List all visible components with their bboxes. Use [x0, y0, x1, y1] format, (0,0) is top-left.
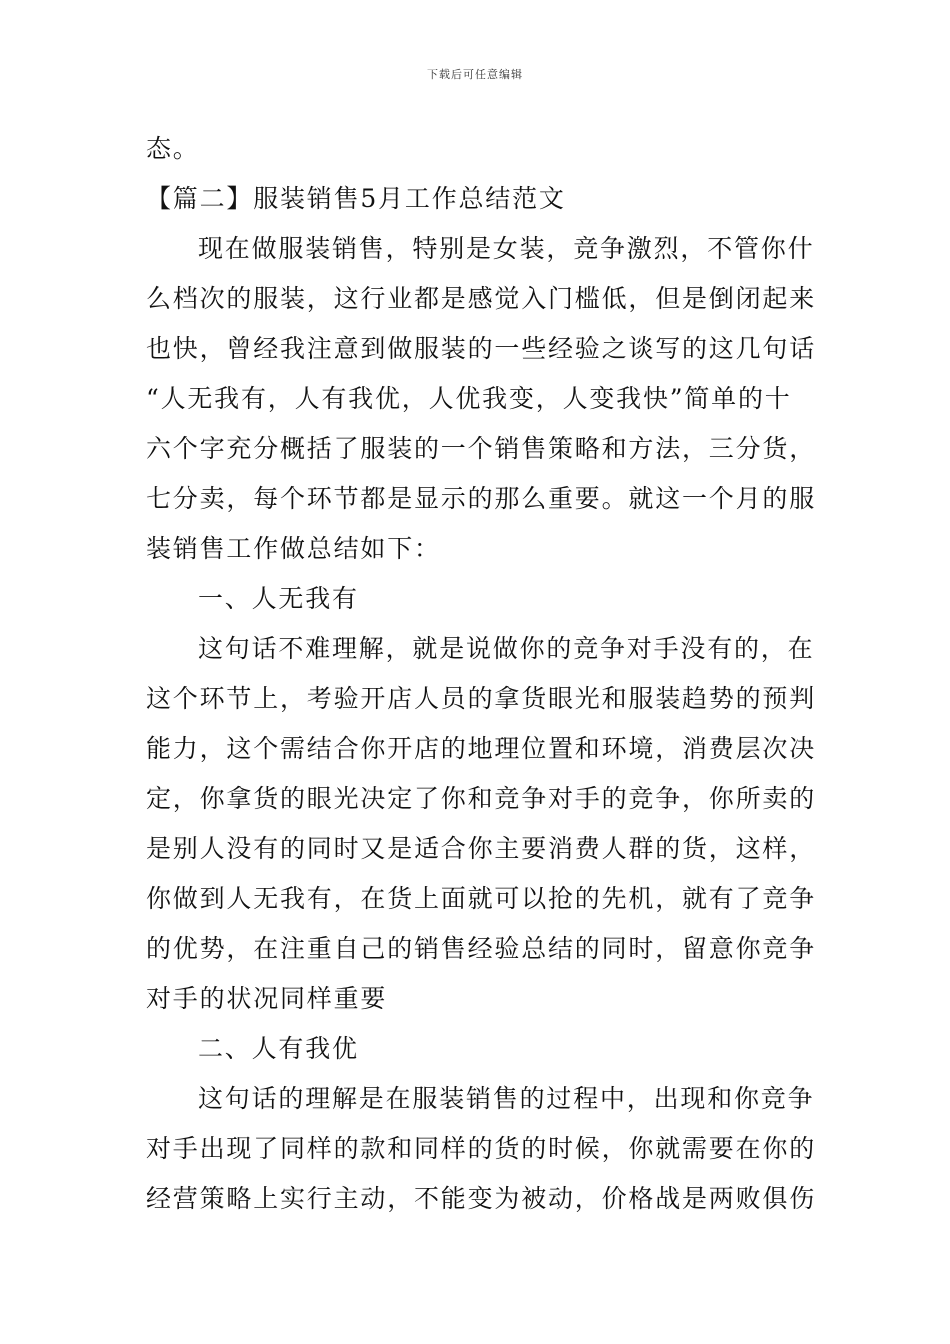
text-line: 这个环节上，考验开店人员的拿货眼光和服装趋势的预判: [146, 684, 817, 713]
text-line: 定，你拿货的眼光决定了你和竞争对手的竞争，你所卖的: [146, 784, 817, 813]
text-line: 七分卖，每个环节都是显示的那么重要。就这一个月的服: [146, 484, 817, 513]
document-body: [146, 124, 817, 1224]
text-line: 你做到人无我有，在货上面就可以抢的先机，就有了竞争: [146, 884, 817, 913]
text-line: 是别人没有的同时又是适合你主要消费人群的货，这样，: [146, 834, 817, 863]
text-line: 的优势，在注重自己的销售经验总结的同时，留意你竞争: [146, 934, 817, 963]
subheading: 一、人无我有: [198, 584, 359, 613]
text-line: 也快，曾经我注意到做服装的一些经验之谈写的这几句话: [146, 334, 817, 363]
text-line: 态。: [146, 134, 200, 163]
text-line: “人无我有，人有我优，人优我变，人变我快”简单的十: [146, 384, 792, 413]
text-line: 能力，这个需结合你开店的地理位置和环境，消费层次决: [146, 734, 817, 763]
text-line: 六个字充分概括了服装的一个销售策略和方法，三分货，: [146, 434, 817, 463]
text-line: 装销售工作做总结如下：: [146, 534, 441, 563]
text-line: 经营策略上实行主动，不能变为被动，价格战是两败俱伤: [146, 1184, 817, 1213]
text-line: 现在做服装销售，特别是女装，竞争激烈，不管你什: [198, 234, 815, 263]
text-line: 对手的状况同样重要: [146, 984, 388, 1013]
text-line: 对手出现了同样的款和同样的货的时候，你就需要在你的: [146, 1134, 817, 1163]
subheading: 二、人有我优: [198, 1034, 359, 1063]
text-line: 这句话的理解是在服装销售的过程中，出现和你竞争: [198, 1084, 815, 1113]
text-line: 这句话不难理解，就是说做你的竞争对手没有的，在: [198, 634, 815, 663]
text-line: 么档次的服装，这行业都是感觉入门槛低，但是倒闭起来: [146, 284, 817, 313]
section-title: 【篇二】服装销售5月工作总结范文: [146, 184, 566, 213]
page-header: 下载后可任意编辑: [427, 68, 523, 81]
